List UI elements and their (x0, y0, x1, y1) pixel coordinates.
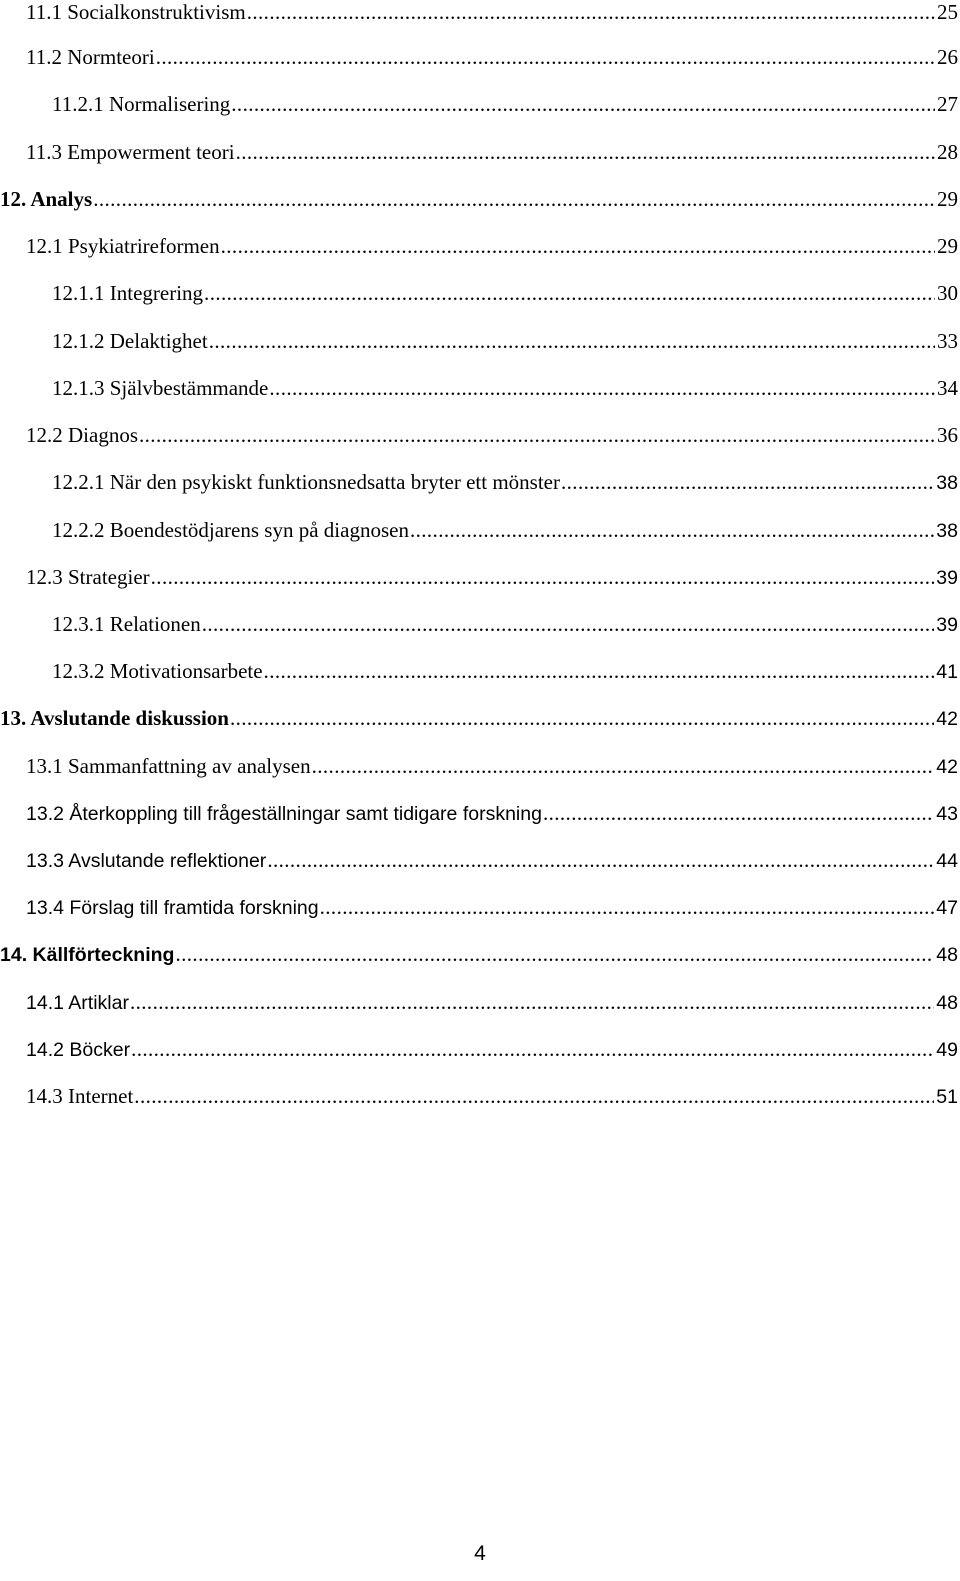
toc-entry-page: 25 (937, 0, 958, 24)
toc-entry-page: 51 (936, 1086, 958, 1108)
toc-entry[interactable] (26, 1084, 958, 1112)
toc-leader-dots (267, 848, 934, 873)
toc-entry-page: 33 (937, 329, 958, 353)
toc-entry-title: 12.3 Strategier (26, 565, 150, 589)
toc-entry-title: 12.2.2 Boendestödjarens syn på diagnosen (52, 518, 409, 542)
toc-entry[interactable] (52, 470, 958, 498)
toc-leader-dots (230, 706, 934, 731)
toc-entry[interactable] (52, 376, 958, 404)
toc-entry[interactable] (26, 1037, 958, 1065)
toc-entry[interactable] (52, 92, 958, 120)
toc-leader-dots (561, 470, 934, 495)
toc-entry-page: 48 (936, 992, 958, 1014)
toc-entry-page: 47 (936, 897, 958, 919)
toc-leader-dots (410, 518, 934, 543)
toc-entry[interactable] (26, 990, 958, 1018)
toc-leader-dots (269, 376, 935, 401)
toc-entry-page: 49 (936, 1039, 958, 1061)
toc-entry[interactable] (52, 518, 958, 546)
toc-entry-title: 11.2 Normteori (26, 45, 155, 69)
toc-entry[interactable] (0, 706, 958, 734)
toc-entry-page: 28 (937, 140, 958, 164)
toc-entry-page: 39 (936, 567, 958, 589)
toc-entry-title: 14. Källförteckning (0, 944, 175, 966)
toc-entry[interactable] (52, 612, 958, 640)
toc-entry-title: 12.3.2 Motivationsarbete (52, 659, 263, 683)
toc-entry[interactable] (26, 423, 958, 451)
toc-entry-title: 13.3 Avslutande reflektioner (26, 850, 267, 872)
toc-entry-page: 48 (936, 944, 958, 966)
toc-entry-title: 12.1 Psykiatrireformen (26, 234, 220, 258)
toc-entry-title: 11.2.1 Normalisering (52, 92, 231, 116)
toc-entry-page: 34 (937, 376, 958, 400)
toc-entry-title: 12.2 Diagnos (26, 423, 138, 447)
toc-entry-title: 14.3 Internet (26, 1084, 134, 1108)
toc-entry-page: 29 (937, 187, 958, 211)
toc-entry-title: 12.3.1 Relationen (52, 612, 201, 636)
toc-entry-title: 12. Analys (0, 187, 93, 211)
toc-entry[interactable] (26, 140, 958, 168)
toc-leader-dots (231, 92, 935, 117)
toc-entry-page: 26 (937, 45, 958, 69)
toc-leader-dots (221, 234, 935, 259)
toc-leader-dots (131, 1037, 934, 1062)
toc-entry[interactable] (52, 659, 958, 687)
toc-entry[interactable] (26, 565, 958, 593)
toc-leader-dots (139, 423, 935, 448)
toc-entry[interactable] (26, 801, 958, 829)
toc-entry-title: 12.1.3 Självbestämmande (52, 376, 269, 400)
toc-leader-dots (202, 612, 935, 637)
toc-leader-dots (151, 565, 935, 590)
toc-entry-page: 42 (936, 708, 958, 730)
toc-entry-title: 12.2.1 När den psykiskt funktionsnedsatta bryter ett mönster (52, 470, 560, 494)
toc-leader-dots (134, 1084, 934, 1109)
toc-entry-page: 43 (936, 803, 958, 825)
toc-entry-title: 13. Avslutande diskussion (0, 706, 229, 730)
toc-entry[interactable] (26, 234, 958, 262)
toc-leader-dots (320, 895, 935, 920)
toc-entry-title: 14.1 Artiklar (26, 992, 129, 1014)
toc-entry-page: 38 (936, 472, 958, 494)
toc-entry-page: 42 (936, 756, 958, 778)
page-number: 4 (474, 1542, 486, 1565)
toc-leader-dots (156, 45, 935, 70)
toc-leader-dots (264, 659, 935, 684)
toc-entry[interactable] (26, 754, 958, 782)
toc-leader-dots (130, 990, 934, 1015)
toc-entry-title: 13.1 Sammanfattning av analysen (26, 754, 311, 778)
toc-leader-dots (209, 329, 935, 354)
toc-entry-title: 13.2 Återkoppling till frågeställningar samt tidigare forskning (26, 803, 542, 825)
toc-entry-page: 38 (936, 520, 958, 542)
toc-entry-title: 13.4 Förslag till framtida forskning (26, 897, 319, 919)
toc-entry-title: 14.2 Böcker (26, 1039, 131, 1061)
toc-entry[interactable] (0, 942, 958, 970)
toc-entry-title: 12.1.2 Delaktighet (52, 329, 208, 353)
toc-entry[interactable] (52, 281, 958, 309)
toc-leader-dots (236, 140, 935, 165)
toc-entry[interactable] (26, 848, 958, 876)
toc-entry-title: 11.3 Empowerment teori (26, 140, 235, 164)
toc-entry[interactable] (26, 45, 958, 73)
toc-entry[interactable] (52, 329, 958, 357)
toc-entry-page: 36 (937, 423, 958, 447)
toc-leader-dots (93, 187, 935, 212)
toc-entry-title: 12.1.1 Integrering (52, 281, 204, 305)
toc-entry-title: 11.1 Socialkonstruktivism (26, 0, 246, 24)
toc-leader-dots (175, 942, 934, 967)
toc-entry-page: 29 (937, 234, 958, 258)
toc-leader-dots (204, 281, 935, 306)
toc-entry[interactable] (0, 187, 958, 215)
toc-entry-page: 27 (937, 92, 958, 116)
toc-entry-page: 39 (936, 614, 958, 636)
toc-entry[interactable] (26, 895, 958, 923)
toc-entry-page: 30 (937, 281, 958, 305)
toc-leader-dots (247, 0, 935, 25)
toc-entry[interactable] (26, 0, 958, 28)
toc-entry-page: 41 (936, 661, 958, 683)
toc-entry-page: 44 (936, 850, 958, 872)
toc-leader-dots (543, 801, 934, 826)
toc-leader-dots (312, 754, 935, 779)
